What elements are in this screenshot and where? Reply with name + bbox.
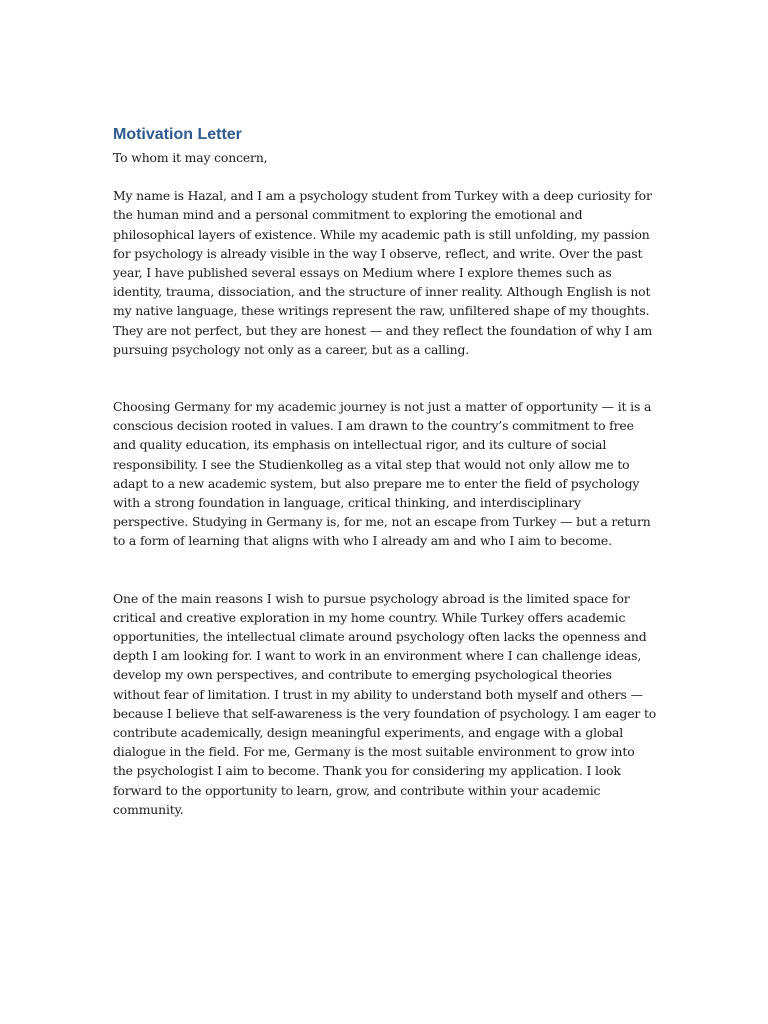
letter-page (113, 124, 658, 819)
letter-greeting: To whom it may concern, (113, 150, 268, 165)
paragraph-reasons: One of the main reasons I wish to pursue psychology abroad is the limited space for critical and creative exploration in my home country. While Turkey offers academic opportunities, the intellectual climate around psychology often lacks the openness and depth I am looking for. I want to work in an environment where I can challenge ideas, develop my own perspectives, and contribute to emerging psychological theories without fear of limitation. I trust in my ability to understand both myself and others — because I believe that self-awareness is the very foundation of psychology. I am eager to contribute academically, design meaningful experiments, and engage with a global dialogue in the field. For me, Germany is the most suitable environment to grow into the psychologist I aim to become. Thank you for considering my application. I look forward to the opportunity to learn, grow, and contribute within your academic community. (113, 590, 657, 817)
paragraph-germany: Choosing Germany for my academic journey is not just a matter of opportunity — it is a conscious decision rooted in values. I am drawn to the country’s commitment to free and quality education, its emphasis on intellectual rigor, and its culture of social responsibility. I see the Studienkolleg as a vital step that would not only allow me to adapt to a new academic system, but also prepare me to enter the field of psychology with a strong foundation in language, critical thinking, and interdisciplinary perspective. Studying in Germany is, for me, not an escape from Turkey — but a return to a form of learning that aligns with who I already am and who I aim to become. (113, 399, 652, 549)
paragraph-intro: My name is Hazal, and I am a psychology student from Turkey with a deep curiosity for the human mind and a personal commitment to exploring the emotional and philosophical layers of existence. While my academic path is still unfolding, my passion for psychology is already visible in the way I observe, reflect, and write. Over the past year, I have published several essays on Medium where I explore themes such as identity, trauma, dissociation, and the structure of inner reality. Although English is not my native language, these writings represent the raw, unfiltered shape of my thoughts. They are not perfect, but they are honest — and they reflect the foundation of why I am pursuing psychology not only as a career, but as a calling. (113, 188, 653, 357)
letter-title: Motivation Letter (113, 126, 242, 143)
